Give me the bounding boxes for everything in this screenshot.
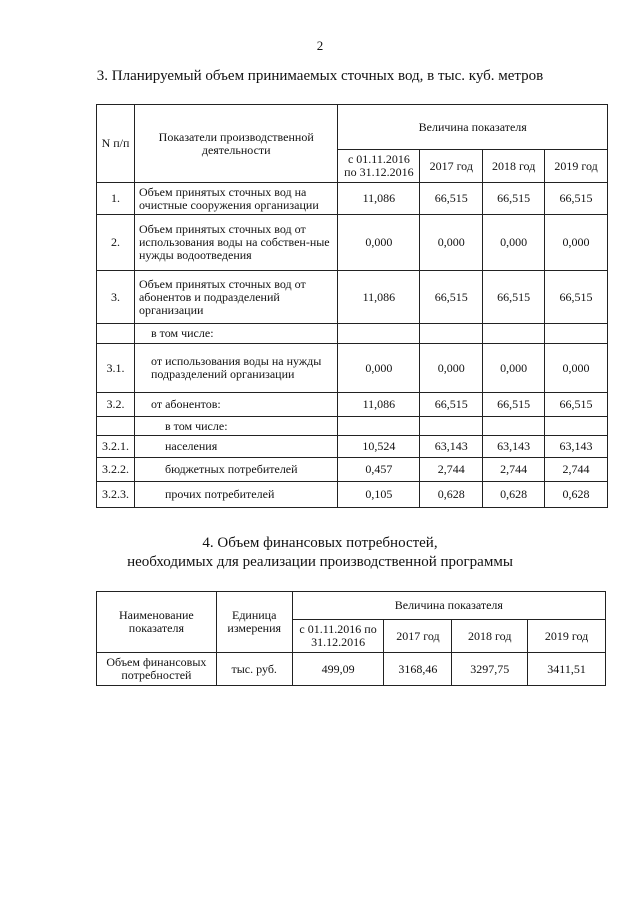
row-period1: 11,086 [338,393,420,417]
row-num: 2. [97,215,135,271]
header-period1: с 01.11.2016 по 31.12.2016 [292,620,384,653]
row-2018: 0,000 [483,215,545,271]
section4-title-line2: необходимых для реализации производственной программы [127,554,513,570]
table-row [97,215,608,271]
section3-title: 3. Планируемый объем принимаемых сточных вод, в тыс. куб. метров [96,68,544,84]
financial-table [96,591,606,686]
row-2018: 66,515 [483,271,545,324]
row-2019: 3411,51 [528,653,606,686]
table-header-row [97,592,606,620]
row-num: 1. [97,183,135,215]
row-2017 [420,417,483,436]
row-2019: 63,143 [545,436,608,458]
section4-title-line1: 4. Объем финансовых потребностей, [202,535,438,551]
header-2018: 2018 год [483,150,545,183]
row-num: 3.2.1. [97,436,135,458]
row-period1 [338,417,420,436]
table-header-row [97,105,608,150]
row-2018 [483,417,545,436]
row-period1 [338,324,420,344]
row-2019: 0,000 [545,344,608,393]
row-2019: 66,515 [545,183,608,215]
row-num: 3.2.2. [97,458,135,482]
row-period1: 0,000 [338,215,420,271]
row-2017 [420,324,483,344]
row-2017: 0,628 [420,482,483,508]
table-row [97,324,608,344]
header-unit: Единица измерения [216,592,292,653]
row-2018: 0,000 [483,344,545,393]
row-2017: 66,515 [420,271,483,324]
row-2019: 0,628 [545,482,608,508]
page-number: 2 [316,38,324,53]
row-period1: 0,105 [338,482,420,508]
header-2019: 2019 год [545,150,608,183]
row-period1: 0,457 [338,458,420,482]
table-row [97,393,608,417]
table-row [97,417,608,436]
header-value: Величина показателя [292,592,605,620]
wastewater-table [96,104,608,508]
header-2017: 2017 год [384,620,452,653]
row-label: Объем принятых сточных вод от абонентов и подразделений организации [134,271,337,324]
row-label: населения [134,436,337,458]
row-2019: 0,000 [545,215,608,271]
row-num: 3.2. [97,393,135,417]
row-period1: 11,086 [338,271,420,324]
row-2018 [483,324,545,344]
row-2018: 66,515 [483,393,545,417]
row-2017: 3168,46 [384,653,452,686]
row-period1: 499,09 [292,653,384,686]
row-num [97,324,135,344]
row-label: в том числе: [134,417,337,436]
row-2018: 2,744 [483,458,545,482]
header-2018: 2018 год [452,620,528,653]
row-2017: 2,744 [420,458,483,482]
row-2019: 66,515 [545,393,608,417]
row-2017: 63,143 [420,436,483,458]
row-label: прочих потребителей [134,482,337,508]
row-2018: 63,143 [483,436,545,458]
row-num: 3.1. [97,344,135,393]
row-2019: 2,744 [545,458,608,482]
table-row [97,271,608,324]
section4-title [0,534,640,572]
row-label: в том числе: [134,324,337,344]
table-row [97,183,608,215]
row-2019: 66,515 [545,271,608,324]
row-2017: 66,515 [420,183,483,215]
row-2019 [545,324,608,344]
header-name: Наименование показателя [97,592,217,653]
table-row [97,344,608,393]
header-2019: 2019 год [528,620,606,653]
header-period1: с 01.11.2016 по 31.12.2016 [338,150,420,183]
row-num [97,417,135,436]
header-indicator: Показатели производственной деятельности [134,105,337,183]
row-num: 3. [97,271,135,324]
row-name: Объем финансовых потребностей [97,653,217,686]
row-2018: 0,628 [483,482,545,508]
row-2017: 66,515 [420,393,483,417]
header-value: Величина показателя [338,105,608,150]
table-row [97,653,606,686]
row-label: от использования воды на нужды подразделений организации [134,344,337,393]
table-row [97,458,608,482]
row-label: Объем принятых сточных вод от использования воды на собствен-ные нужды водоотведения [134,215,337,271]
header-2017: 2017 год [420,150,483,183]
row-label: Объем принятых сточных вод на очистные сооружения организации [134,183,337,215]
row-period1: 11,086 [338,183,420,215]
row-num: 3.2.3. [97,482,135,508]
row-2017: 0,000 [420,344,483,393]
row-2019 [545,417,608,436]
row-2017: 0,000 [420,215,483,271]
row-period1: 10,524 [338,436,420,458]
table-row [97,436,608,458]
header-num: N п/п [97,105,135,183]
row-2018: 66,515 [483,183,545,215]
table-row [97,482,608,508]
row-label: бюджетных потребителей [134,458,337,482]
row-2018: 3297,75 [452,653,528,686]
row-unit: тыс. руб. [216,653,292,686]
row-label: от абонентов: [134,393,337,417]
row-period1: 0,000 [338,344,420,393]
